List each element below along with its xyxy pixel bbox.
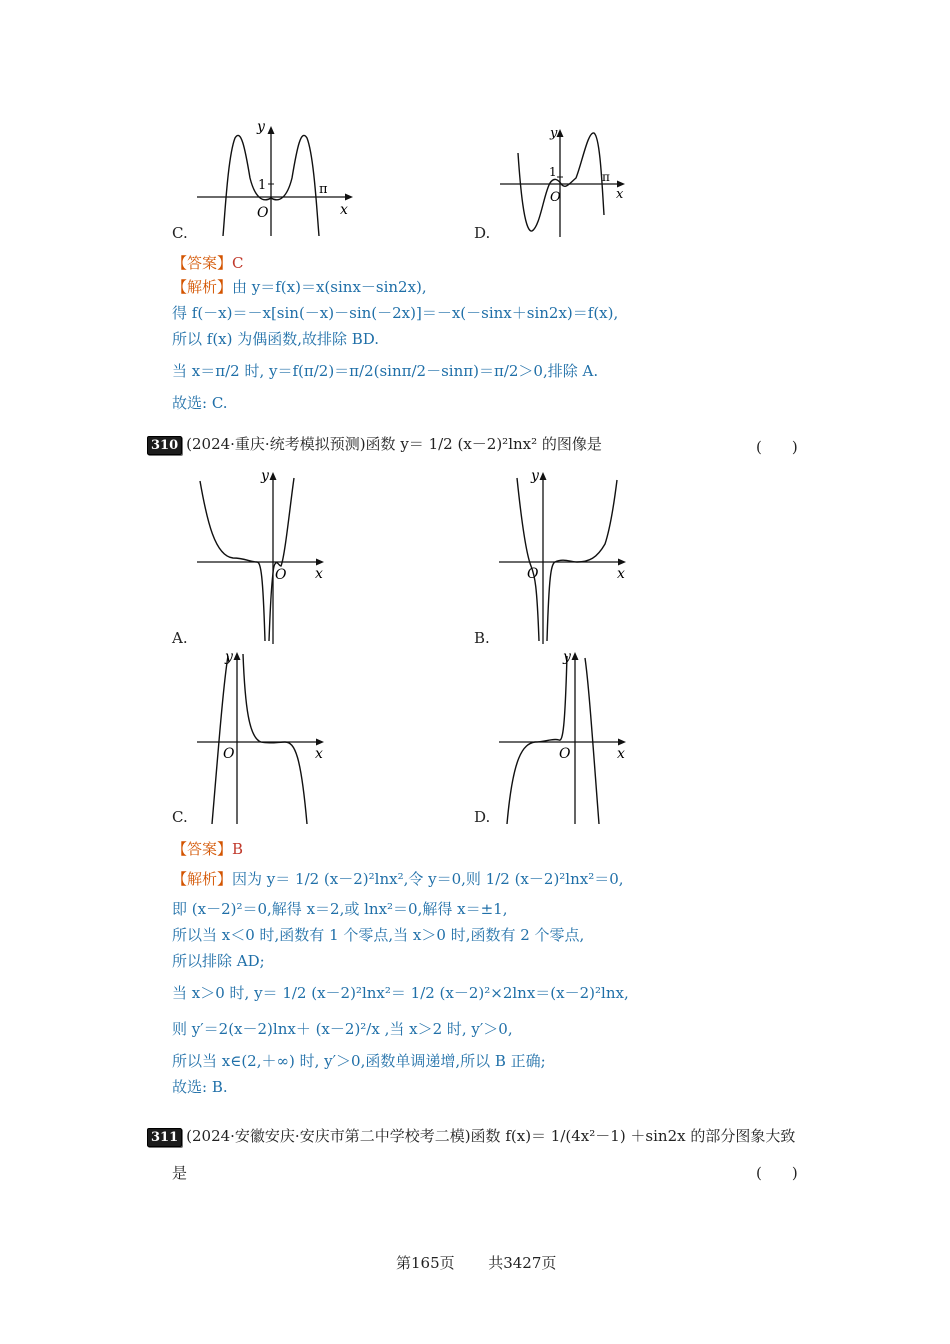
svg-text:y: y <box>261 468 269 484</box>
svg-text:π: π <box>602 170 610 184</box>
question-311-stem-cont: 是 <box>172 1164 188 1182</box>
y-axis-label: y <box>257 119 265 135</box>
option-c-label-310: C. <box>172 808 188 826</box>
svg-text:O: O <box>275 567 287 583</box>
origin-label: O <box>257 205 269 221</box>
svg-text:x: x <box>617 566 625 582</box>
q310-analysis: 【解析】因为 y＝ 1/2 (x－2)²lnx²,令 y＝0,则 1/2 (x－2)²lnx²＝0, 即 (x－2)²＝0,解得 x＝2,或 lnx²＝0,解得 x＝±1, 所以当 x＜0 时,函数有 1 个零点,当 x＞0 时,函数有 2 个零点, 所以排除 AD; 当 x＞0 时, y＝ 1/2 (x－2)²lnx²＝ 1/2 (x－2)²×2lnx＝(x－2)²lnx, 则 y′＝2(x－2)lnx＋ (x－2)²/x ,当 x＞2 时, y′＞0, 所以当 x∈(2,＋∞) 时, y′＞0,函数单调递增,所以 B 正确; 故选: B. <box>172 870 629 1096</box>
svg-text:x: x <box>617 746 625 762</box>
prev-answer: 【答案】C <box>172 254 244 272</box>
svg-text:x: x <box>315 746 323 762</box>
q310-answer: 【答案】B <box>172 840 244 858</box>
option-a-label: A. <box>172 629 188 647</box>
answer-parens: ( ) <box>756 438 798 456</box>
question-311-stem: 311 (2024·安徽安庆·安庆市第二中学校考二模)函数 f(x)＝ 1/(4x²－1) ＋sin2x 的部分图象大致 <box>147 1125 795 1147</box>
svg-text:x: x <box>315 566 323 582</box>
svg-text:y: y <box>563 649 571 665</box>
svg-text:O: O <box>559 746 571 762</box>
svg-text:O: O <box>223 746 235 762</box>
svg-text:y: y <box>225 649 233 665</box>
answer-parens-311: ( ) <box>756 1164 798 1182</box>
option-d-label-310: D. <box>474 808 491 826</box>
option-c-label: C. <box>172 224 188 242</box>
footer <box>396 1252 556 1273</box>
page-total: 共3427页 <box>488 1254 557 1272</box>
option-d-label: D. <box>474 224 491 242</box>
question-number: 311 <box>147 1128 182 1147</box>
option-b-label: B. <box>474 629 490 647</box>
graph-310-c <box>195 646 335 826</box>
graph-prev-d <box>498 123 638 238</box>
question-number: 310 <box>147 436 182 455</box>
pi-label: π <box>319 182 328 197</box>
x-axis-label: x <box>340 202 348 218</box>
question-310-stem: 310 (2024·重庆·统考模拟预测)函数 y＝ 1/2 (x－2)²lnx² 的图像是 <box>147 433 602 455</box>
svg-text:O: O <box>527 566 539 582</box>
svg-text:y: y <box>531 468 539 484</box>
one-label: 1 <box>258 178 267 193</box>
svg-text:y: y <box>550 126 558 141</box>
svg-text:O: O <box>550 190 561 205</box>
page-number: 第165页 <box>396 1254 455 1272</box>
svg-text:x: x <box>616 187 624 202</box>
graph-prev-c <box>195 118 365 240</box>
graph-310-d <box>497 646 637 826</box>
graph-310-a <box>195 466 335 646</box>
graph-310-b <box>497 466 637 646</box>
prev-analysis: 【解析】由 y＝f(x)＝x(sinx－sin2x), 得 f(－x)＝－x[sin(－x)－sin(－2x)]＝－x(－sinx＋sin2x)＝f(x), 所以 f(x) 为偶函数,故排除 BD. 当 x＝π/2 时, y＝f(π/2)＝π/2(sinπ/2－sinπ)＝π/2＞0,排除 A. 故选: C. <box>172 278 619 412</box>
svg-text:1: 1 <box>549 165 557 179</box>
